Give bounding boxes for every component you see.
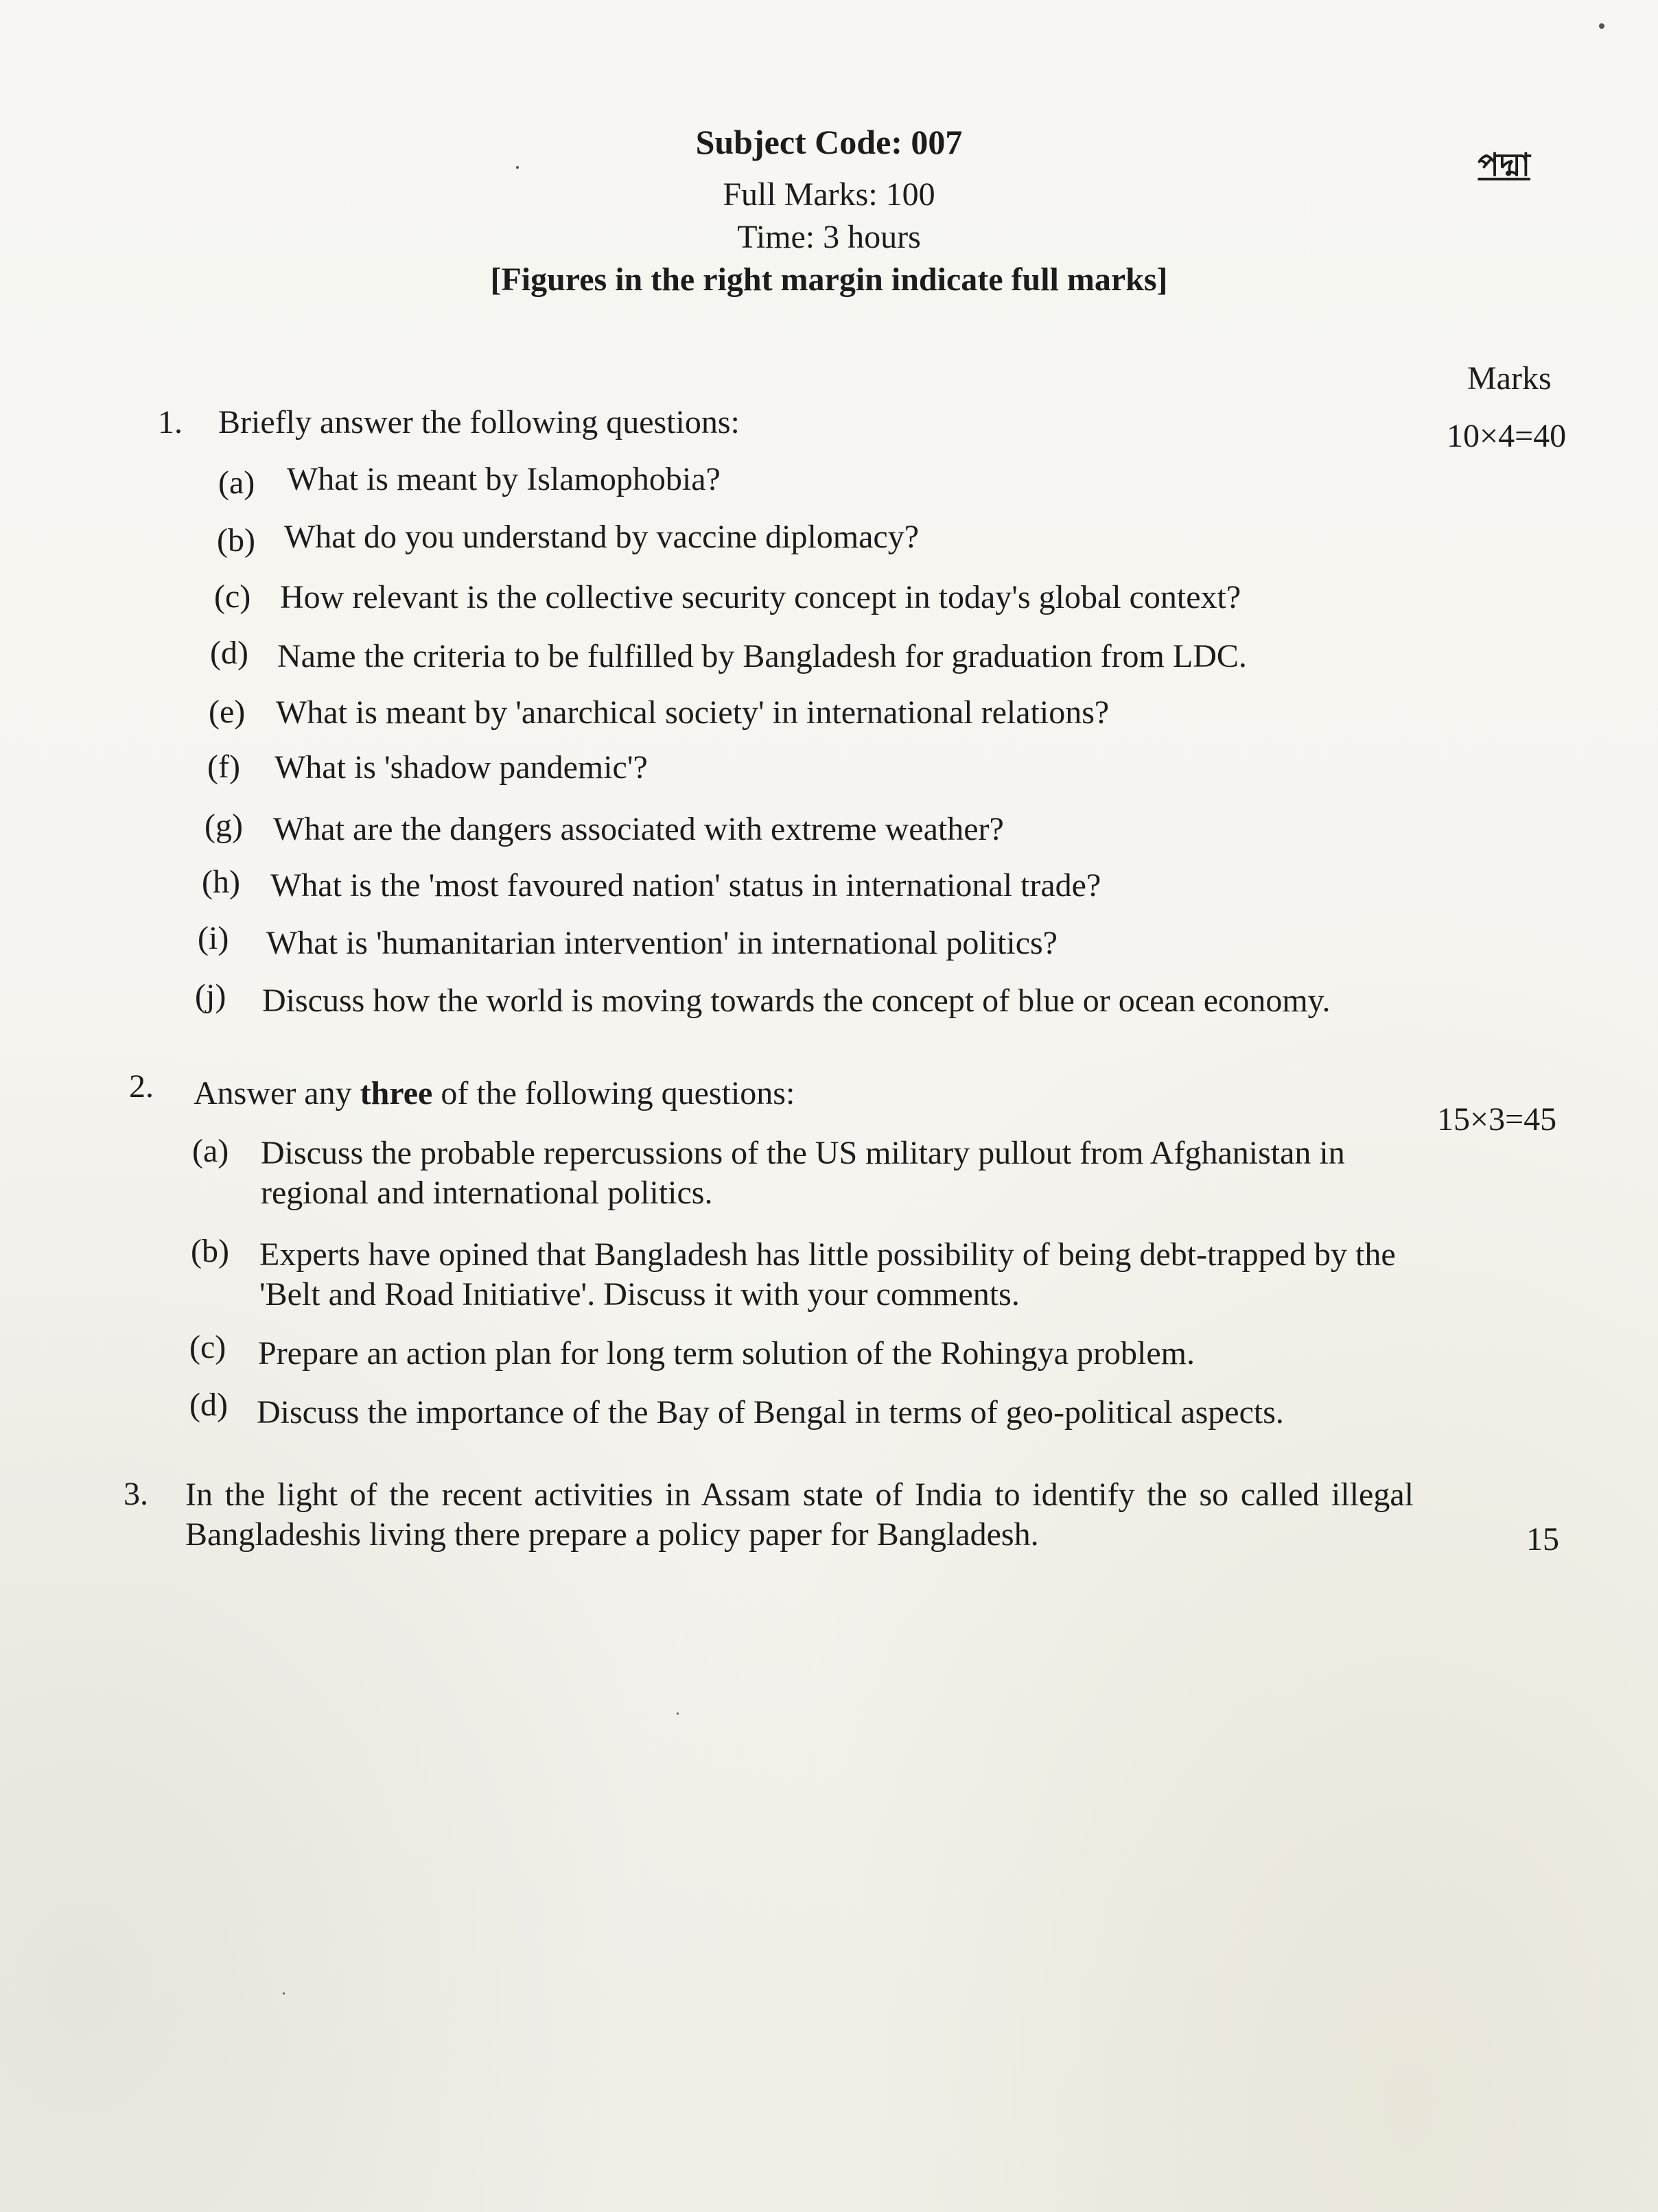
- q1-item-label: (i): [198, 920, 229, 956]
- q1-item-label: (b): [217, 522, 255, 558]
- full-marks: Full Marks: 100: [723, 176, 935, 213]
- q2-item-label: (b): [191, 1233, 229, 1269]
- question-2-marks: 15×3=45: [1437, 1101, 1557, 1138]
- q1-item-label: (a): [218, 464, 255, 501]
- q1-item-text: Name the criteria to be fulfilled by Bangladesh for graduation from LDC.: [277, 638, 1247, 674]
- q1-item-label: (f): [207, 749, 240, 785]
- question-2-number: 2.: [129, 1068, 154, 1105]
- question-1-marks: 10×4=40: [1447, 418, 1567, 454]
- question-3-number: 3.: [124, 1476, 148, 1512]
- question-1-prompt: Briefly answer the following questions:: [218, 404, 740, 440]
- q2-item-text: Discuss the probable repercussions of the US military pullout from Afghanistan in regional and international politics.: [261, 1135, 1345, 1211]
- q1-item-text: Discuss how the world is moving towards the concept of blue or ocean economy.: [262, 983, 1331, 1019]
- question-1-number: 1.: [158, 404, 183, 440]
- exam-time: Time: 3 hours: [737, 219, 921, 255]
- marks-column-header: Marks: [1467, 360, 1552, 397]
- q2-item-label: (a): [192, 1133, 229, 1169]
- question-3-text: In the light of the recent activities in Assam state of India to identify the so called illegal Bangladeshis living there prepare a policy paper for Bangladesh.: [185, 1476, 1414, 1553]
- q1-item-label: (c): [214, 578, 251, 615]
- q1-item-text: What is meant by Islamophobia?: [287, 461, 721, 497]
- q1-item-text: What do you understand by vaccine diplomacy?: [284, 519, 920, 555]
- q1-item-label: (e): [209, 694, 246, 730]
- q2-item-text: Discuss the importance of the Bay of Bengal in terms of geo-political aspects.: [257, 1394, 1284, 1431]
- q1-item-label: (h): [202, 864, 240, 900]
- q2-item-label: (d): [189, 1387, 228, 1423]
- q1-item-text: What is 'humanitarian intervention' in international politics?: [266, 925, 1058, 961]
- question-set-name: পদ্মা: [1478, 146, 1530, 183]
- q2-item-text: Experts have opined that Bangladesh has little possibility of being debt-trapped by the 'Belt and Road Initiative'. Discuss it with your comments.: [259, 1236, 1396, 1313]
- question-3-marks: 15: [1526, 1521, 1559, 1557]
- q1-item-text: What is the 'most favoured nation' status in international trade?: [270, 867, 1101, 904]
- q1-item-text: What is 'shadow pandemic'?: [275, 749, 648, 786]
- q1-item-label: (g): [205, 808, 243, 844]
- q2-item-text: Prepare an action plan for long term solution of the Rohingya problem.: [258, 1335, 1195, 1372]
- q1-item-text: What is meant by 'anarchical society' in international relations?: [276, 694, 1110, 731]
- paper-speck: [516, 166, 519, 169]
- q1-item-label: (d): [210, 635, 248, 671]
- subject-code: Subject Code: 007: [695, 123, 963, 161]
- question-2-prompt: Answer any three of the following questions:: [194, 1075, 795, 1111]
- q2-item-label: (c): [189, 1329, 226, 1365]
- marks-instruction: [Figures in the right margin indicate full marks]: [490, 261, 1168, 298]
- q1-item-text: What are the dangers associated with extreme weather?: [273, 811, 1004, 847]
- q1-item-label: (j): [195, 978, 226, 1014]
- paper-speck: [677, 1713, 679, 1715]
- paper-speck: [1599, 23, 1604, 29]
- q1-item-text: How relevant is the collective security concept in today's global context?: [280, 579, 1241, 615]
- paper-speck: [283, 1992, 285, 1995]
